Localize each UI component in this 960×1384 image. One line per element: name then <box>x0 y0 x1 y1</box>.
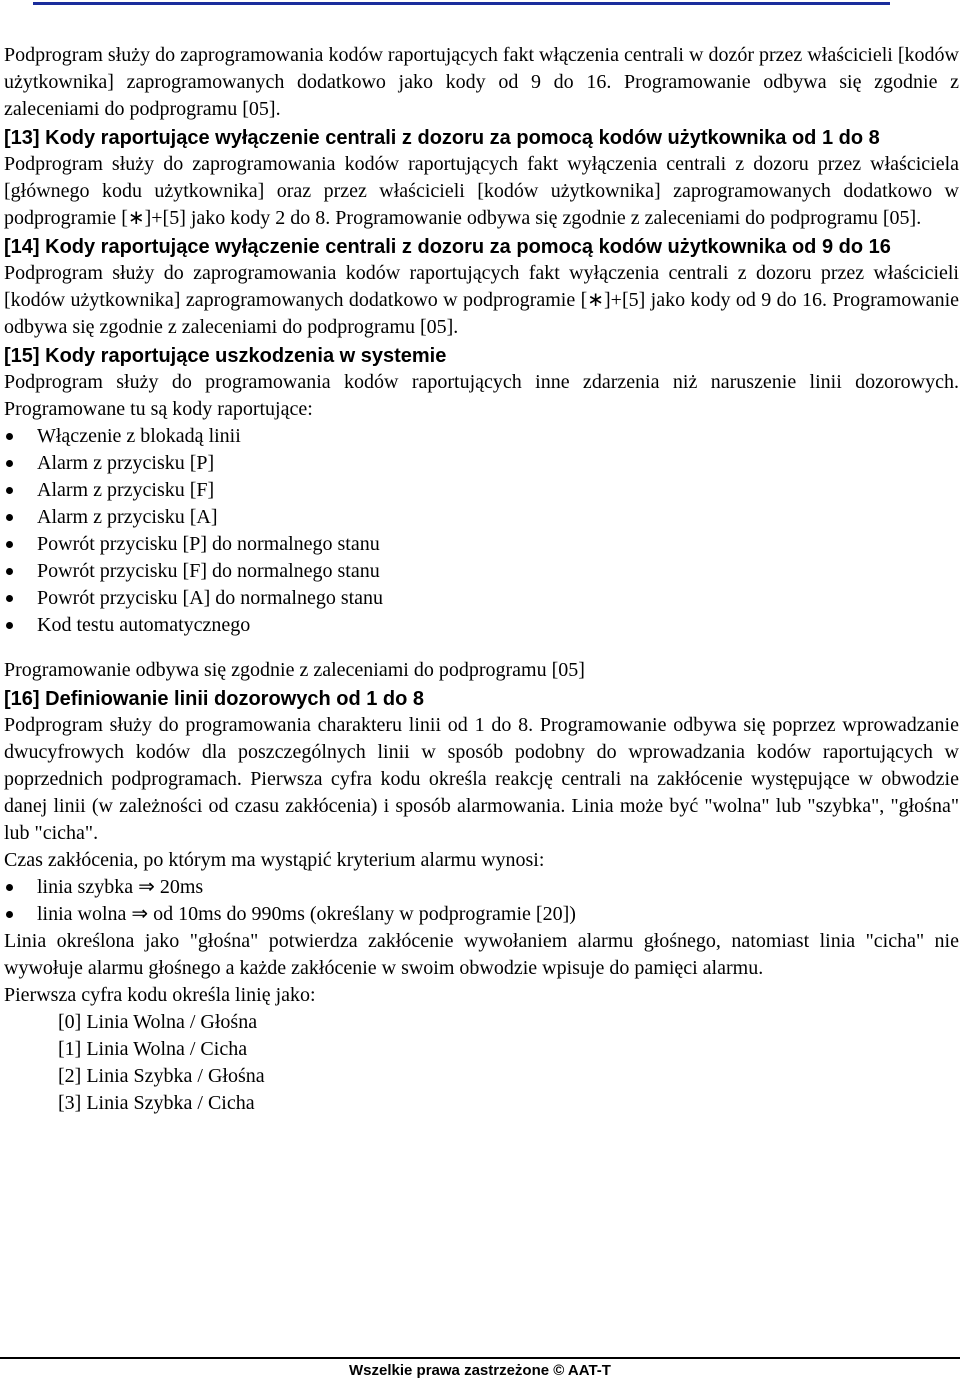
section-15-list <box>4 423 959 639</box>
bullet-icon <box>6 595 13 602</box>
section-16-time-list <box>4 874 959 928</box>
section-13-body: Podprogram służy do zaprogramowania kodów raportujących fakt wyłączenia centrali z dozoru przez właściciela [głównego kodu użytkownika] oraz przez właścicieli [kodów użytkownika] zaprogramowanych dodatkowo w podprogramie [∗]+[5] jako kody 2 do 8. Programowanie odbywa się zgodnie z zaleceniami do podprogramu [05]. <box>4 153 959 229</box>
list-item: Włączenie z blokadą linii <box>4 423 959 450</box>
code-item: [0] Linia Wolna / Głośna <box>58 1011 258 1033</box>
code-item: [1] Linia Wolna / Cicha <box>58 1038 248 1060</box>
bullet-icon <box>6 487 13 494</box>
spacer <box>4 639 959 657</box>
list-item: linia wolna ⇒ od 10ms do 990ms (określany w podprogramie [20]) <box>4 901 959 928</box>
bullet-icon <box>6 460 13 467</box>
list-item: Powrót przycisku [A] do normalnego stanu <box>4 585 959 612</box>
section-15-closing: Programowanie odbywa się zgodnie z zaleceniami do podprogramu [05] <box>4 659 585 681</box>
list-item: Kod testu automatycznego <box>4 612 959 639</box>
section-16-time-intro: Czas zakłócenia, po którym ma wystąpić kryterium alarmu wynosi: <box>4 849 545 871</box>
list-item: Alarm z przycisku [P] <box>4 450 959 477</box>
section-16-body: Podprogram służy do programowania charakteru linii od 1 do 8. Programowanie odbywa się poprzez wprowadzanie dwucyfrowych kodów dla poszczególnych linii w sposób podobny do wprowadzania kodów raportujących w poprzednich podprogramach. Pierwsza cyfra kodu określa reakcję centrali na zakłócenie występujące w obwodzie danej linii (w zależności od czasu zakłócenia) i sposób alarmowania. Linia może być "wolna" lub "szybka", "głośna" lub "cicha". <box>4 714 959 844</box>
document-body <box>4 42 959 1117</box>
section-16-code-intro: Pierwsza cyfra kodu określa linię jako: <box>4 984 316 1006</box>
bullet-icon <box>6 622 13 629</box>
footer-rule <box>0 1357 960 1359</box>
bullet-icon <box>6 433 13 440</box>
section-13-heading: [13] Kody raportujące wyłączenie centrali z dozoru za pomocą kodów użytkownika od 1 do 8 <box>4 127 880 149</box>
footer-copyright: Wszelkie prawa zastrzeżone © AAT-T <box>349 1362 611 1379</box>
section-16-heading: [16] Definiowanie linii dozorowych od 1 do 8 <box>4 688 425 710</box>
section-14-body: Podprogram służy do zaprogramowania kodów raportujących fakt wyłączenia centrali z dozoru przez właścicieli [kodów użytkownika] zaprogramowanych dodatkowo w podprogramie [∗]+[5] jako kody od 9 do 16. Programowanie odbywa się zgodnie z zaleceniami do podprogramu [05]. <box>4 262 959 338</box>
list-item: Alarm z przycisku [A] <box>4 504 959 531</box>
intro-paragraph: Podprogram służy do zaprogramowania kodów raportujących fakt włączenia centrali w dozór przez właścicieli [kodów użytkownika] zaprogramowanych dodatkowo jako kody od 9 do 16. Programowanie odbywa się zgodnie z zaleceniami do podprogramu [05]. <box>4 44 959 120</box>
section-14-heading: [14] Kody raportujące wyłączenie centrali z dozoru za pomocą kodów użytkownika od 9 do 16 <box>4 236 891 258</box>
bullet-icon <box>6 884 13 891</box>
list-item: Alarm z przycisku [F] <box>4 477 959 504</box>
list-item: linia szybka ⇒ 20ms <box>4 874 959 901</box>
bullet-icon <box>6 568 13 575</box>
bullet-icon <box>6 514 13 521</box>
list-item: Powrót przycisku [F] do normalnego stanu <box>4 558 959 585</box>
list-item: Powrót przycisku [P] do normalnego stanu <box>4 531 959 558</box>
bullet-icon <box>6 541 13 548</box>
bullet-icon <box>6 911 13 918</box>
code-item: [3] Linia Szybka / Cicha <box>58 1092 255 1114</box>
section-15-body: Podprogram służy do programowania kodów raportujących inne zdarzenia niż naruszenie linii dozorowych. Programowane tu są kody raportujące: <box>4 371 959 420</box>
header-rule <box>33 2 890 5</box>
code-item: [2] Linia Szybka / Głośna <box>58 1065 265 1087</box>
section-16-loud-text: Linia określona jako "głośna" potwierdza zakłócenie wywołaniem alarmu głośnego, natomiast linia "cicha" nie wywołuje alarmu głośnego a każde zakłócenie w swoim obwodzie wpisuje do pamięci alarmu. <box>4 930 959 979</box>
section-15-heading: [15] Kody raportujące uszkodzenia w systemie <box>4 345 447 367</box>
section-16-code-list <box>58 1009 959 1117</box>
